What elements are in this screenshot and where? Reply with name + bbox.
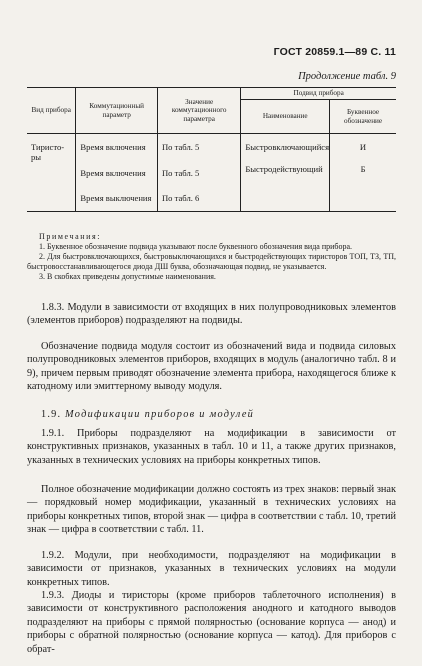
- section-heading: Модификации приборов и модулей: [65, 409, 255, 420]
- row2-value: По табл. 5: [157, 160, 240, 186]
- note-1: 1. Буквенное обозначение подвида указывают после буквенного обозначения вида прибора.: [39, 242, 353, 251]
- note-3: 3. В скобках приведены допустимые наименования.: [39, 272, 216, 281]
- row3-value: По табл. 6: [157, 186, 240, 212]
- paragraph-1-9-3: 1.9.3. Диоды и тиристоры (кроме приборов таблеточного исполнения) в зависимости от конструктивного расположения анодного и катодного выводов подразделяют на приборы с прямой полярностью (основание корпуса — анод) и приборы с обратной полярностью (основание корпуса — катод). Для приборов с обрат-: [27, 590, 396, 655]
- section-number: 1.9.: [41, 409, 62, 420]
- header-device-type: Вид прибора: [27, 88, 76, 134]
- paragraph-full-designation: Полное обозначение модификации должно состоять из трех знаков: первый знак — порядковый номер модификации, указанный в технических условиях на приборы конкретных типов, второй знак — цифра в соответствии с табл. 10, третий знак — цифра в соответствии с табл. 11.: [27, 484, 396, 536]
- row1-value: По табл. 5: [157, 134, 240, 160]
- device-type-line2: ры: [31, 152, 42, 162]
- table-notes: [27, 232, 396, 282]
- notes-title: Примечания:: [39, 232, 102, 241]
- page-header: ГОСТ 20859.1—89 С. 11: [273, 46, 396, 58]
- note-2: 2. Для быстровключающихся, быстровыключающихся и быстродействующих тиристоров ТОП, ТЗ, ТП, быстровосстанавливающегося диода ДШ буква, обозначающая подвид, не указывается.: [27, 252, 396, 271]
- section-title-1-9: [41, 409, 254, 420]
- paragraph-1-9-1: 1.9.1. Приборы подразделяют на модификации в зависимости от конструктивных признаков, указанных в табл. 10 и 11, а также других признаков, указанных в технических условиях на приборы конкретных типов.: [27, 428, 396, 466]
- row1-param: Время включения: [76, 134, 158, 160]
- device-subtype-table: [27, 87, 396, 212]
- row2-subtype-letter: Б: [330, 160, 396, 212]
- table-continuation-label: Продолжение табл. 9: [298, 71, 396, 82]
- row2-param: Время включения: [76, 160, 158, 186]
- row3-param: Время выключения: [76, 186, 158, 212]
- paragraph-1-8-3: 1.8.3. Модули в зависимости от входящих в них полупроводниковых элементов (элементов приборов) подразделяют на подвиды.: [27, 302, 396, 327]
- header-subtype-letter: Буквенное обозначение: [330, 100, 396, 134]
- header-subtype-name: Наименование: [241, 100, 330, 134]
- row1-subtype-letter: И: [359, 141, 367, 152]
- paragraph-1-9-2: 1.9.2. Модули, при необходимости, подразделяют на модификации в зависимости от признаков, указанных в технических условиях на модули конкретных типов.: [27, 550, 396, 588]
- device-type-line1: Тиристо-: [31, 142, 65, 152]
- header-subtype-group: Подвид прибора: [241, 88, 396, 100]
- row1-subtype-name: Быстровключающийся: [241, 134, 330, 160]
- paragraph-subtype-designation: Обозначение подвида модуля состоит из обозначений вида и подвида силовых полупроводниковых элементов приборов, входящих в модуль (аналогично табл. 8 и 9), причем первым приводят обозначение элемента прибора, находящегося ближе к катодному или эмиттерному выводу модуля.: [27, 341, 396, 393]
- header-param-value: Значение коммутационного параметра: [157, 88, 240, 134]
- header-switching-param: Коммутационный параметр: [76, 88, 158, 134]
- row2-subtype-name: Быстродействующий: [241, 160, 330, 212]
